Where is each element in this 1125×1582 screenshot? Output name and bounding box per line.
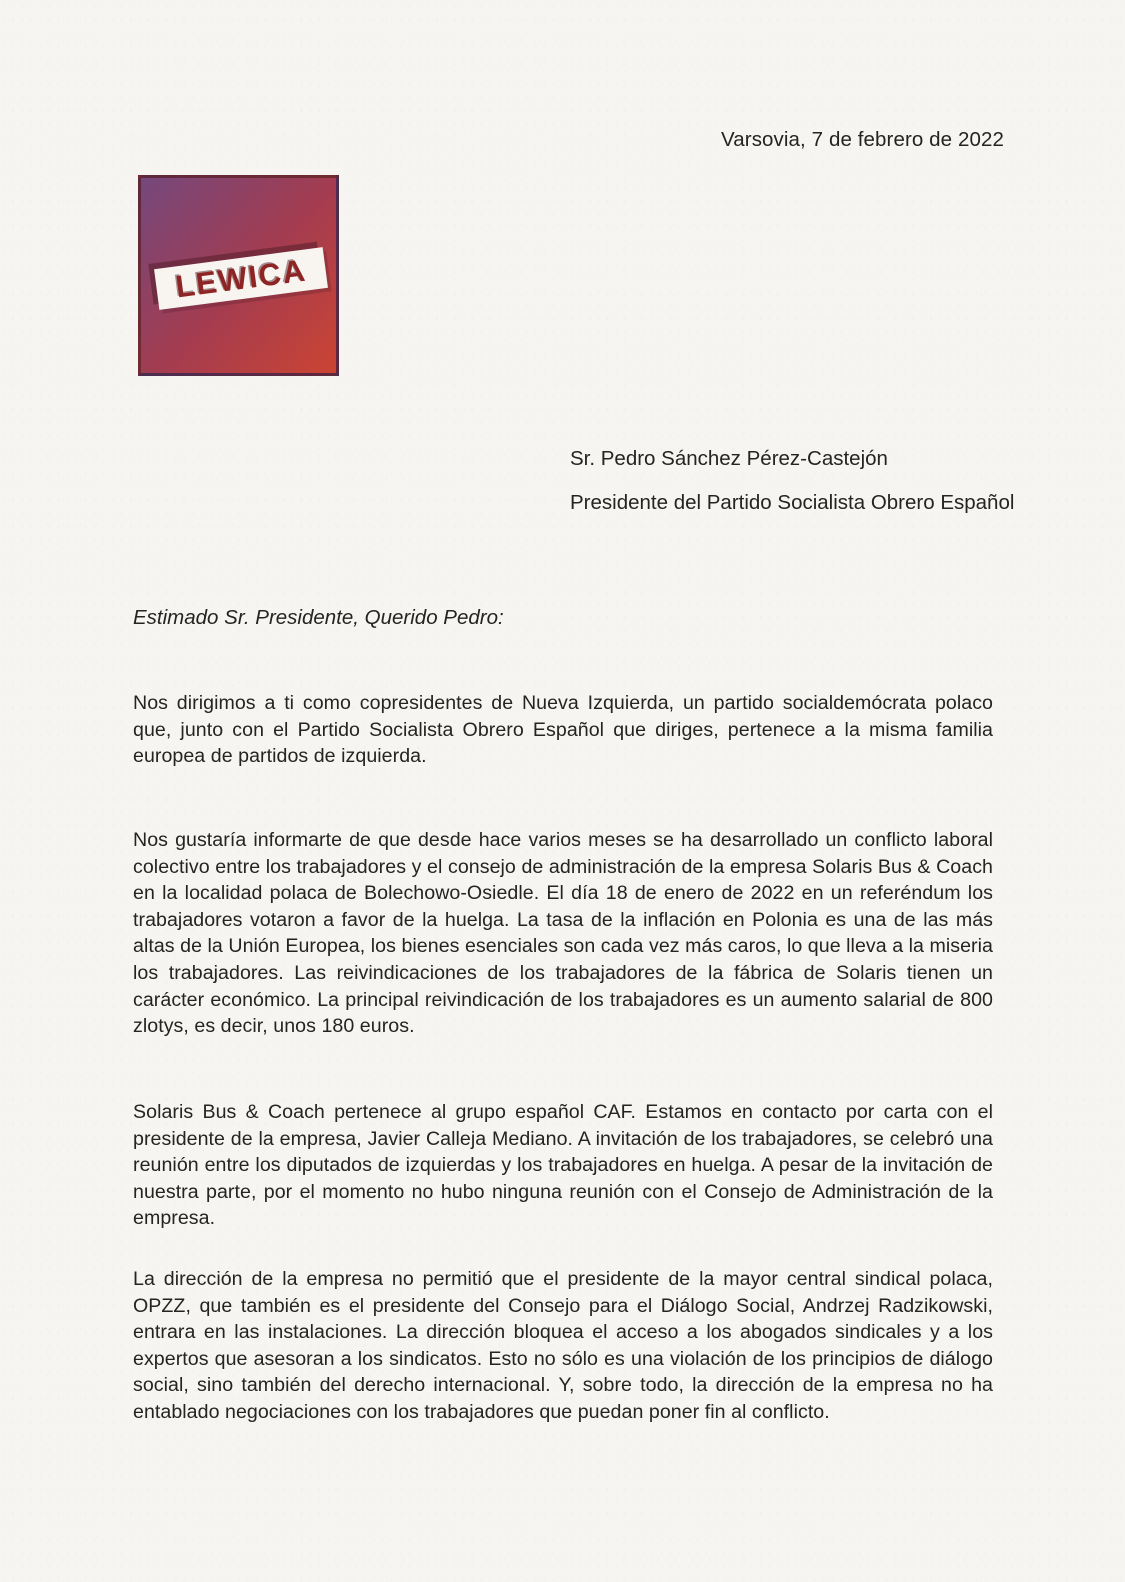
recipient-name: Sr. Pedro Sánchez Pérez-Castejón [570,447,888,470]
recipient-title: Presidente del Partido Socialista Obrero Español [570,491,1015,514]
lewica-logo [138,175,339,376]
body-paragraph-1: Nos dirigimos a ti como copresidentes de Nueva Izquierda, un partido socialdemócrata polaco que, junto con el Partido Socialista Obrero Español que diriges, pertenece a la misma familia europea de partidos de izquierda. [133,692,993,768]
body-paragraph-2: Nos gustaría informarte de que desde hace varios meses se ha desarrollado un conflicto laboral colectivo entre los trabajadores y el consejo de administración de la empresa Solaris Bus & Coach en la localidad polaca de Bolechowo-Osiedle. El día 18 de enero de 2022 en un referéndum los trabajadores votaron a favor de la huelga. La tasa de la inflación en Polonia es una de las más altas de la Unión Europea, los bienes esenciales son cada vez más caros, lo que lleva a la miseria los trabajadores. Las reivindicaciones de los trabajadores de la fábrica de Solaris tienen un carácter económico. La principal reivindicación de los trabajadores es un aumento salarial de 800 zlotys, es decir, unos 180 euros. [133,829,993,1038]
lewica-logo-text: LEWICA [173,252,309,304]
lewica-logo-banner [154,247,328,310]
dateline: Varsovia, 7 de febrero de 2022 [721,128,1004,151]
body-paragraph-4: La dirección de la empresa no permitió que el presidente de la mayor central sindical polaca, OPZZ, que también es el presidente del Consejo para el Diálogo Social, Andrzej Radzikowski, entrara en las instalaciones. La dirección bloquea el acceso a los abogados sindicales y a los expertos que asesoran a los sindicatos. Esto no sólo es una violación de los principios de diálogo social, sino también del derecho internacional. Y, sobre todo, la dirección de la empresa no ha entablado negociaciones con los trabajadores que puedan poner fin al conflicto. [133,1268,993,1423]
recipient-block [570,437,1014,525]
salutation: Estimado Sr. Presidente, Querido Pedro: [133,606,504,629]
body-paragraph-3: Solaris Bus & Coach pertenece al grupo español CAF. Estamos en contacto por carta con el presidente de la empresa, Javier Calleja Mediano. A invitación de los trabajadores, se celebró una reunión entre los diputados de izquierdas y los trabajadores en huelga. A pesar de la invitación de nuestra parte, por el momento no hubo ninguna reunión con el Consejo de Administración de la empresa. [133,1101,993,1230]
